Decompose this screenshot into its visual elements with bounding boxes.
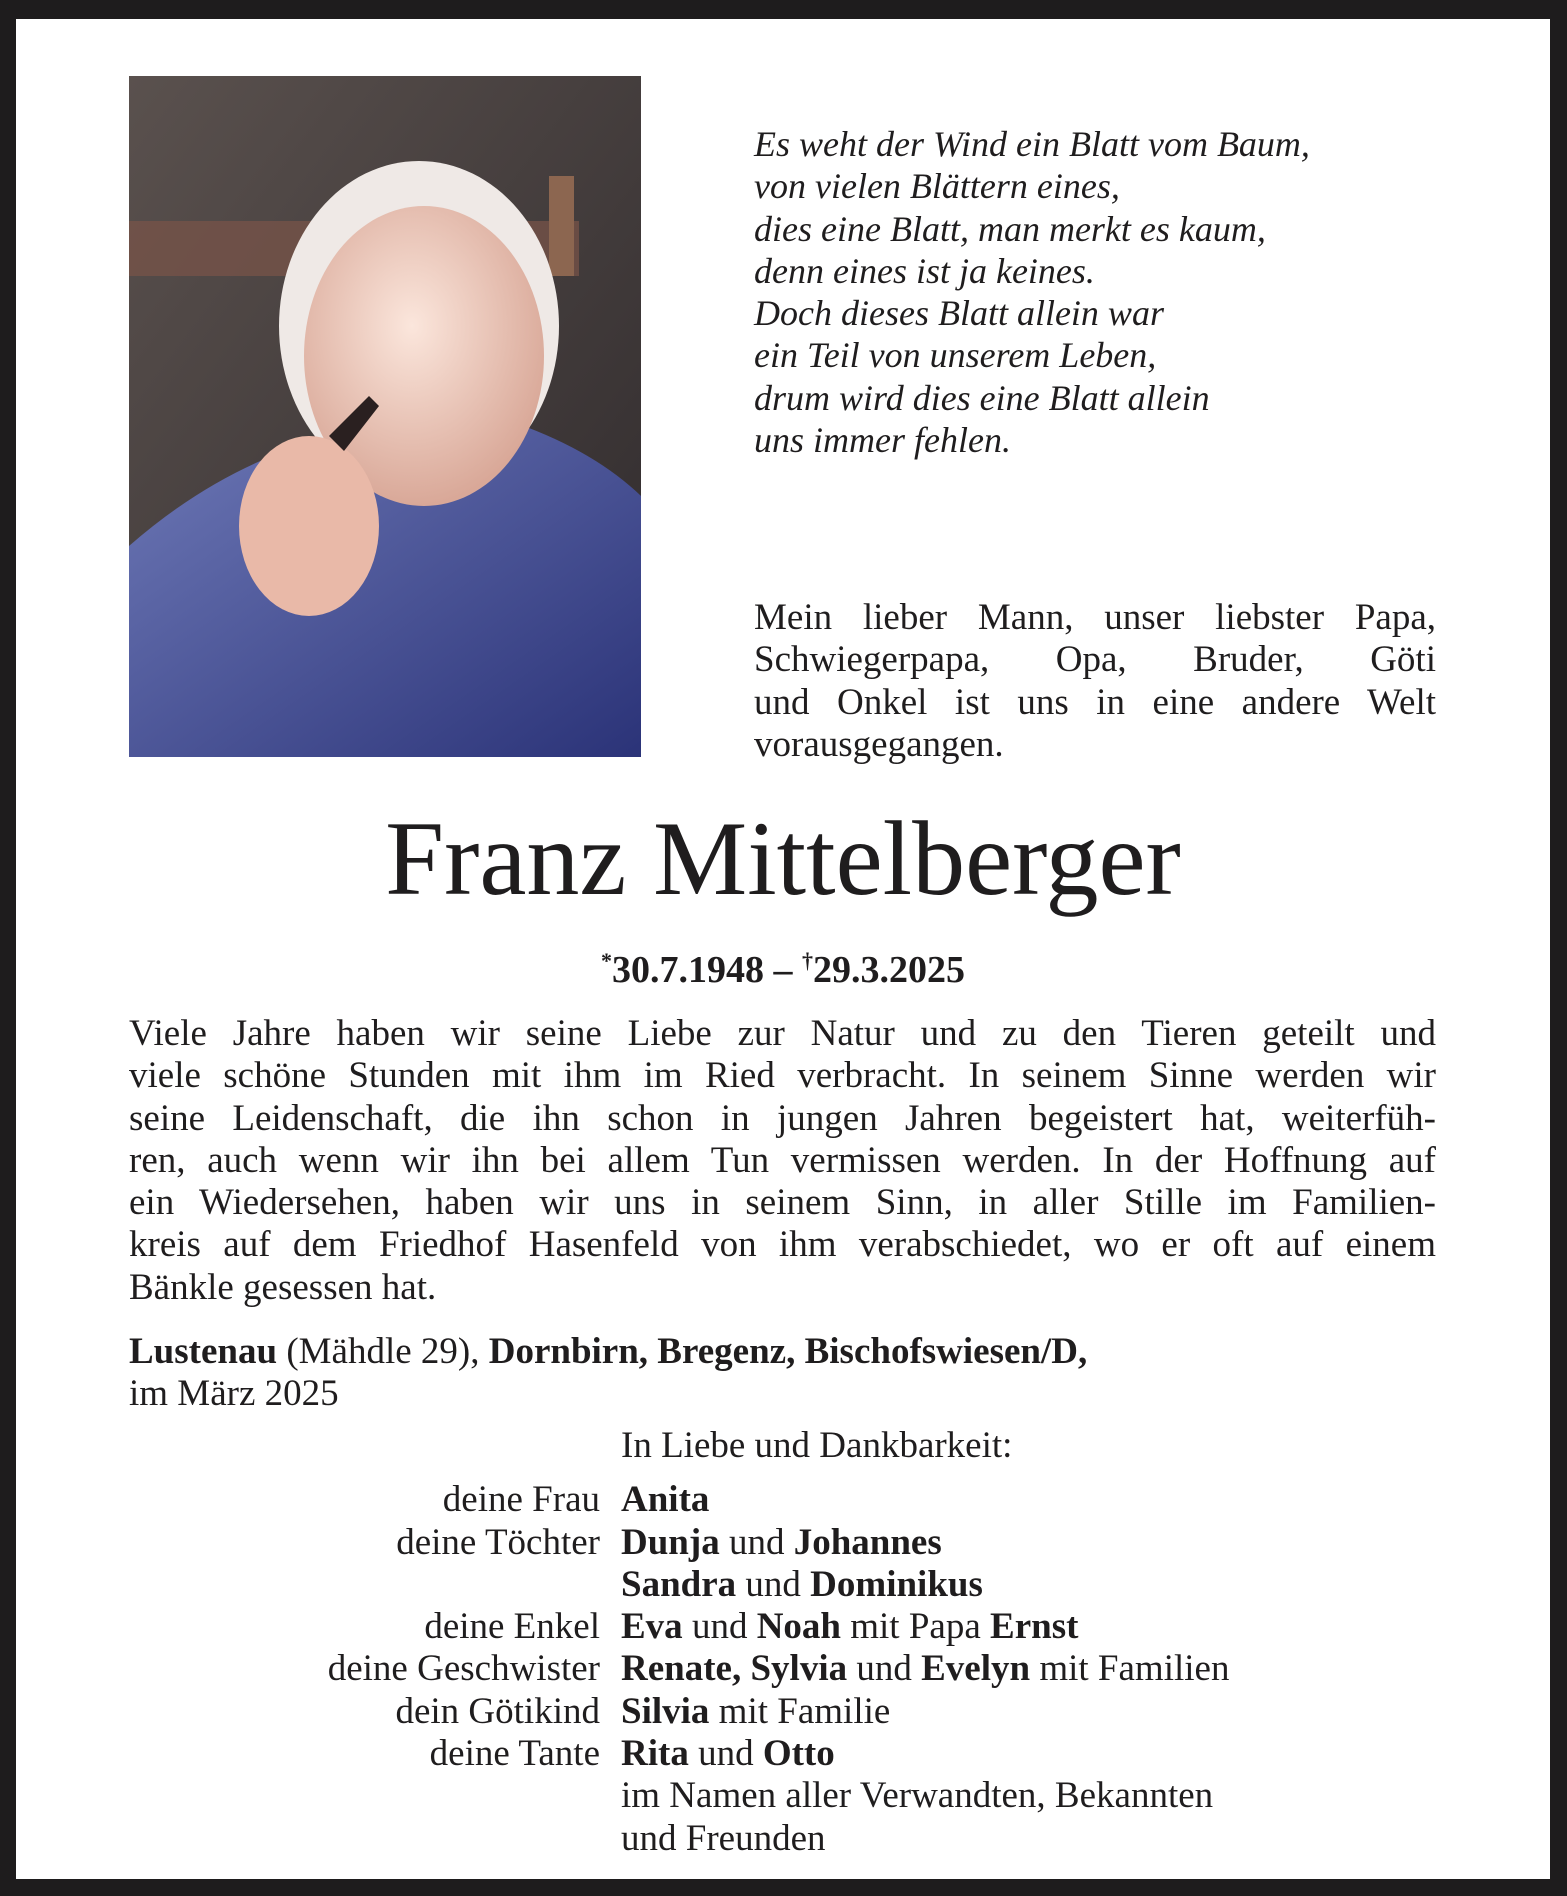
- relation-label: deine Geschwister: [327, 1648, 600, 1690]
- poem: [754, 123, 1310, 461]
- relative-names: [621, 1606, 1078, 1648]
- body-text: [129, 1013, 1436, 1309]
- poem-line: drum wird dies eine Blatt allein: [754, 377, 1210, 418]
- poem-line: denn eines ist ja keines.: [754, 250, 1095, 291]
- life-dates: [16, 937, 1550, 994]
- relation-label: deine Töchter: [396, 1521, 600, 1563]
- relative-name: Renate, Sylvia: [621, 1648, 848, 1690]
- poem-line: uns immer fehlen.: [754, 420, 1011, 461]
- poem-line: von vielen Blättern eines,: [754, 166, 1120, 207]
- relation-label: deine Frau: [442, 1479, 600, 1521]
- connector-text: mit Familien: [1030, 1648, 1230, 1690]
- family-heading: In Liebe und Dankbarkeit:: [621, 1425, 1013, 1466]
- death-date: 29.3.2025: [813, 949, 965, 991]
- date-separator: –: [764, 949, 802, 991]
- relative-name: Evelyn: [921, 1648, 1031, 1690]
- relative-name: Dunja: [621, 1521, 720, 1563]
- relative-name: Anita: [621, 1479, 710, 1521]
- death-symbol: †: [802, 948, 813, 973]
- birth-symbol: *: [601, 948, 612, 973]
- connector-text: und: [688, 1733, 763, 1775]
- closing-text: im Namen aller Verwandten, Bekannten: [621, 1775, 1214, 1817]
- intro-line: Mein lieber Mann, unser liebster Papa,: [754, 597, 1436, 638]
- body-line: Viele Jahre haben wir seine Liebe zur Natur und zu den Tieren geteilt und: [129, 1013, 1436, 1054]
- poem-line: Doch dieses Blatt allein war: [754, 293, 1164, 334]
- relative-name: Johannes: [793, 1521, 942, 1563]
- body-line: ren, auch wenn wir ihn bei allem Tun vermissen werden. In der Hoffnung auf: [129, 1139, 1436, 1181]
- location-block: [129, 1331, 1087, 1416]
- relation-label: deine Enkel: [424, 1606, 600, 1648]
- connector-text: und: [847, 1648, 922, 1690]
- closing-text: und Freunden: [621, 1817, 826, 1859]
- birth-date: 30.7.1948: [612, 949, 764, 991]
- relative-name: Rita: [621, 1733, 689, 1775]
- poem-line: dies eine Blatt, man merkt es kaum,: [754, 208, 1266, 249]
- intro-line: und Onkel ist uns in eine andere Welt: [754, 681, 1436, 723]
- relative-name: Eva: [621, 1606, 683, 1648]
- relative-names: [621, 1733, 835, 1775]
- poem-line: Es weht der Wind ein Blatt vom Baum,: [754, 124, 1310, 164]
- connector-text: mit Familie: [709, 1690, 891, 1732]
- relative-name: Noah: [756, 1606, 841, 1648]
- poem-line: ein Teil von unserem Leben,: [754, 335, 1157, 376]
- relative-name: Dominikus: [810, 1563, 983, 1605]
- location-town: Lustenau: [129, 1331, 278, 1372]
- relation-label: deine Tante: [429, 1733, 600, 1775]
- deceased-name: Franz Mittelberger: [385, 800, 1181, 917]
- relative-names: [621, 1564, 983, 1606]
- intro-line: Schwiegerpapa, Opa, Bruder, Göti: [754, 639, 1436, 681]
- relative-name: Silvia: [621, 1690, 710, 1732]
- location-address: (Mähdle 29),: [277, 1331, 489, 1372]
- connector-text: und: [736, 1563, 811, 1605]
- relative-name: Otto: [762, 1733, 835, 1775]
- intro-line: vorausgegangen.: [754, 723, 1004, 765]
- body-line: viele schöne Stunden mit ihm im Ried verbracht. In seinem Sinne werden wir: [129, 1055, 1436, 1097]
- body-line: seine Leidenschaft, die ihn schon in jungen Jahren begeistert hat, weiterfüh-: [129, 1097, 1436, 1139]
- relative-name: Sandra: [621, 1563, 737, 1605]
- body-line: ein Wiedersehen, haben wir uns in seinem Sinn, in aller Stille im Familien-: [129, 1182, 1436, 1224]
- location-date: im März 2025: [129, 1373, 339, 1415]
- obituary-page: [16, 19, 1550, 1879]
- relation-label: dein Götikind: [395, 1690, 600, 1732]
- connector-text: mit Papa: [841, 1606, 991, 1648]
- relative-names: [621, 1479, 709, 1521]
- portrait-photo: [129, 76, 641, 757]
- connector-text: und: [682, 1606, 757, 1648]
- relative-names: [621, 1648, 1229, 1690]
- connector-text: und: [719, 1521, 794, 1563]
- location-others: Dornbirn, Bregenz, Bischofswiesen/D,: [488, 1331, 1088, 1372]
- relative-names: [621, 1522, 942, 1564]
- body-line: kreis auf dem Friedhof Hasenfeld von ihm verabschiedet, wo er oft auf einem: [129, 1224, 1436, 1266]
- relative-names: [621, 1691, 890, 1733]
- relative-name: Ernst: [990, 1606, 1079, 1648]
- body-line: Bänkle gesessen hat.: [129, 1266, 437, 1308]
- intro-text: [754, 597, 1436, 766]
